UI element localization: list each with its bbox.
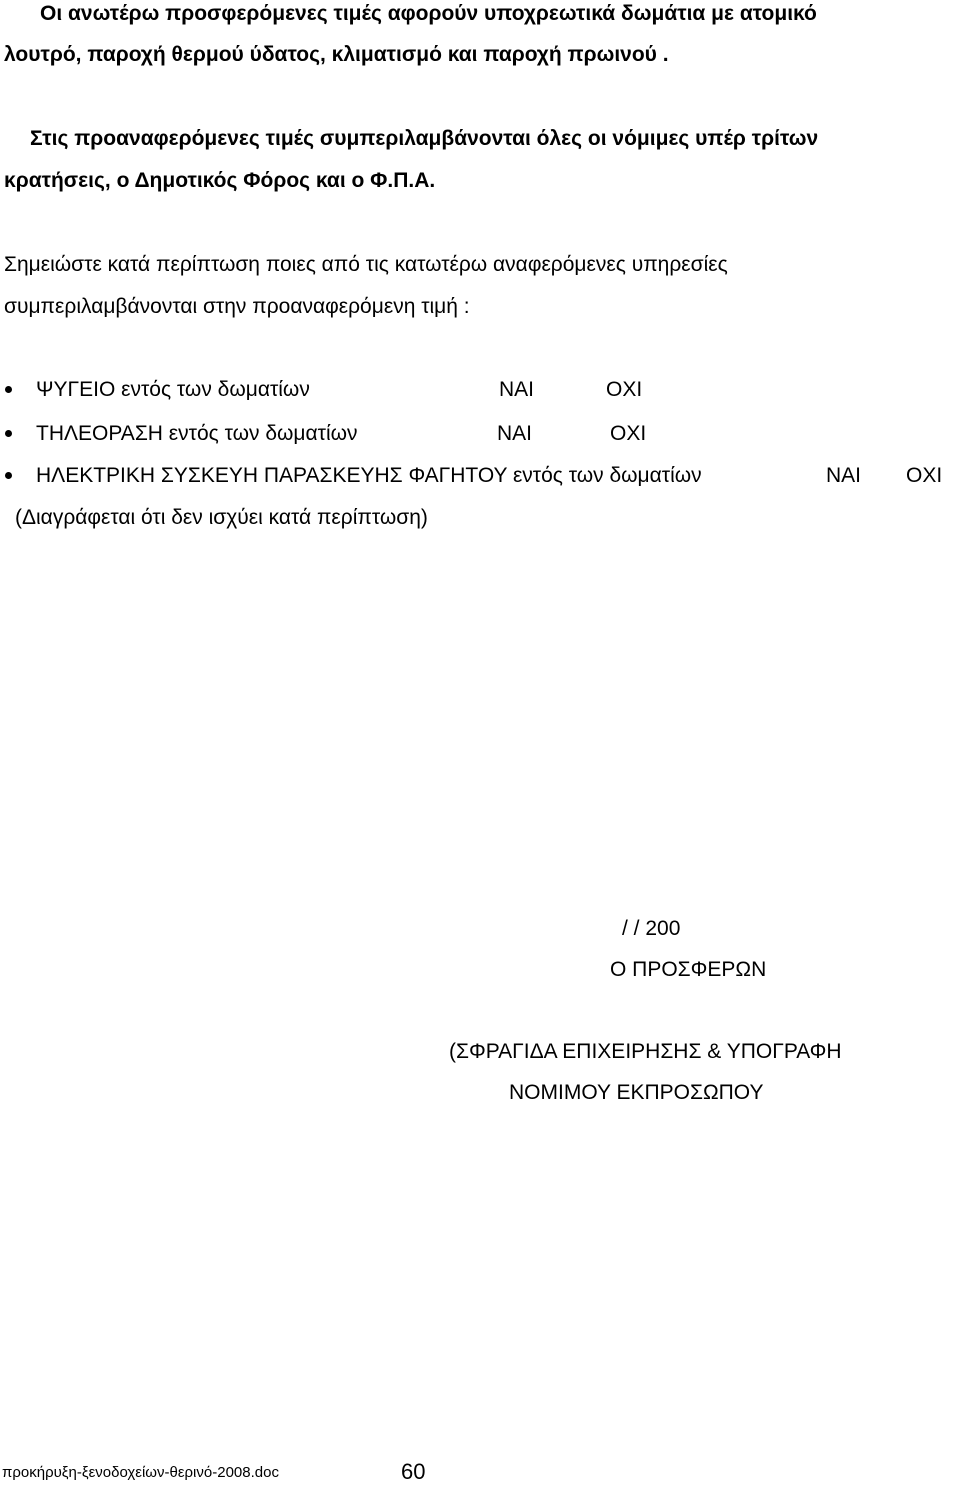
item-no: ΟΧΙ — [606, 378, 643, 401]
bullet-icon — [5, 430, 12, 437]
footer-filename: προκήρυξη-ξενοδοχείων-θερινό-2008.doc — [2, 1464, 279, 1481]
item-no: ΟΧΙ — [906, 464, 943, 487]
stamp-instruction-line-2: ΝΟΜΙΜΟΥ ΕΚΠΡΟΣΩΠΟΥ — [509, 1081, 764, 1104]
paragraph-1-line-2: λουτρό, παροχή θερμού ύδατος, κλιματισμό και παροχή πρωινού . — [4, 43, 669, 66]
paragraph-1-line-1: Οι ανωτέρω προσφερόμενες τιμές αφορούν υποχρεωτικά δωμάτια με ατομικό — [40, 2, 817, 25]
stamp-instruction-line-1: (ΣΦΡΑΓΙΔΑ ΕΠΙΧΕΙΡΗΣΗΣ & ΥΠΟΓΡΑΦΗ — [449, 1040, 842, 1063]
paragraph-3-line-1: Σημειώστε κατά περίπτωση ποιες από τις κατωτέρω αναφερόμενες υπηρεσίες — [4, 253, 728, 276]
item-no: ΟΧΙ — [610, 422, 647, 445]
item-yes: ΝΑΙ — [826, 464, 862, 487]
item-label: ΤΗΛΕΟΡΑΣΗ εντός των δωματίων — [36, 422, 358, 445]
bullet-icon — [5, 386, 12, 393]
bullet-icon — [5, 472, 12, 479]
page-number: 60 — [401, 1459, 426, 1484]
date-line: / / 200 — [622, 917, 681, 940]
strike-note: (Διαγράφεται ότι δεν ισχύει κατά περίπτωση) — [15, 506, 428, 529]
item-label: ΨΥΓΕΙΟ εντός των δωματίων — [36, 378, 310, 401]
paragraph-2-line-1: Στις προαναφερόμενες τιμές συμπεριλαμβάνονται όλες οι νόμιμες υπέρ τρίτων — [30, 127, 819, 150]
item-yes: ΝΑΙ — [499, 378, 535, 401]
signatory-title: Ο ΠΡΟΣΦΕΡΩΝ — [610, 958, 767, 981]
paragraph-2-line-2: κρατήσεις, ο Δημοτικός Φόρος και ο Φ.Π.Α. — [4, 169, 436, 192]
paragraph-3-line-2: συμπεριλαμβάνονται στην προαναφερόμενη τιμή : — [4, 295, 470, 318]
item-yes: ΝΑΙ — [497, 422, 533, 445]
item-label: ΗΛΕΚΤΡΙΚΗ ΣΥΣΚΕΥΗ ΠΑΡΑΣΚΕΥΗΣ ΦΑΓΗΤΟΥ εντός των δωματίων — [36, 464, 702, 487]
